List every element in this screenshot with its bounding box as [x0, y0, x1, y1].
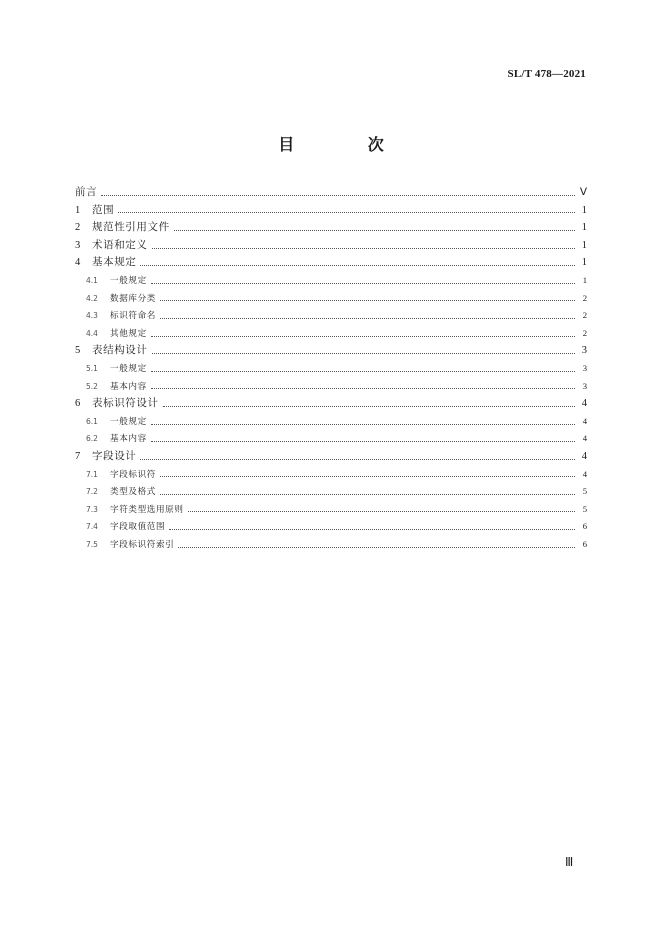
toc-entry-number: 4	[75, 257, 81, 269]
toc-entry-number: 4.1	[86, 275, 98, 285]
toc-entry-number: 6.1	[86, 416, 98, 426]
dot-leader	[160, 475, 575, 477]
toc-entry[interactable]	[75, 430, 587, 448]
toc-entry[interactable]	[75, 378, 587, 396]
toc-entry-page: 4	[582, 433, 587, 444]
toc-entry-page: 1	[581, 239, 587, 251]
dot-leader	[151, 370, 575, 372]
dot-leader	[174, 229, 575, 231]
toc-entry-number: 4.4	[86, 328, 98, 338]
dot-leader	[160, 299, 575, 301]
toc-entry-label: 基本内容	[110, 381, 147, 392]
toc-entry[interactable]	[75, 272, 587, 290]
toc-entry-label: 字段标识符索引	[110, 539, 175, 550]
toc-entry-label: 字段设计	[92, 449, 137, 462]
toc-entry[interactable]	[75, 413, 587, 431]
toc-entry-number: 2	[75, 222, 81, 234]
toc-entry-label: 前言	[75, 186, 98, 198]
toc-entry-page: 1	[581, 257, 587, 269]
toc-entry-label: 数据库分类	[110, 293, 156, 304]
toc-entry-label: 术语和定义	[92, 238, 148, 251]
dot-leader	[151, 423, 575, 425]
toc-entry-number: 5.2	[86, 381, 98, 391]
toc-entry-number: 7	[75, 450, 81, 462]
toc-entry[interactable]	[75, 342, 587, 360]
toc-entry[interactable]	[75, 290, 587, 308]
toc-entry-number: 4.2	[86, 293, 98, 303]
toc-entry-label: 一般规定	[110, 416, 147, 427]
page-title: 目 次	[278, 135, 418, 154]
dot-leader	[152, 352, 576, 354]
dot-leader	[118, 211, 575, 213]
toc-entry-label: 基本内容	[110, 434, 147, 445]
toc-entry-number: 7.5	[86, 539, 98, 549]
toc-entry[interactable]	[75, 307, 587, 325]
dot-leader	[101, 194, 575, 196]
toc-entry-page: 2	[582, 310, 587, 321]
toc-entry-label: 字段取值范围	[110, 522, 166, 533]
dot-leader	[151, 282, 575, 284]
toc-entry-label: 字段标识符	[110, 469, 156, 480]
toc-entry[interactable]	[75, 466, 587, 484]
toc-entry-label: 字符类型选用原则	[110, 504, 184, 515]
dot-leader	[178, 546, 575, 548]
toc-entry-number: 6.2	[86, 434, 98, 444]
toc-entry-label: 一般规定	[110, 363, 147, 374]
toc-entry-number: 5.1	[86, 363, 98, 373]
toc-entry-label: 范围	[92, 203, 115, 216]
toc-entry-number: 1	[75, 204, 81, 216]
dot-leader	[152, 247, 576, 249]
toc-entry-page: 4	[582, 468, 587, 479]
standard-code: SL/T 478—2021	[507, 68, 586, 80]
toc-entry-label: 规范性引用文件	[92, 221, 170, 234]
toc-entry-page: 4	[581, 450, 587, 462]
toc-entry[interactable]	[75, 501, 587, 519]
dot-leader	[151, 387, 575, 389]
toc-entry-label: 其他规定	[110, 328, 147, 339]
toc-entry-number: 7.2	[86, 487, 98, 497]
toc-entry-number: 4.3	[86, 311, 98, 321]
dot-leader	[140, 458, 575, 460]
toc-entry-page: 3	[582, 362, 587, 373]
dot-leader	[160, 493, 575, 495]
toc-entry-number: 7.4	[86, 522, 98, 532]
page-number: Ⅲ	[565, 855, 574, 869]
toc-entry-page: 3	[581, 345, 587, 357]
toc-entry-label: 一般规定	[110, 275, 147, 286]
toc-entry[interactable]	[75, 360, 587, 378]
toc-entry[interactable]	[75, 237, 587, 255]
toc-entry[interactable]	[75, 395, 587, 413]
toc-entry-number: 7.1	[86, 469, 98, 479]
toc-entry-page: 1	[582, 274, 587, 285]
toc-entry-number: 7.3	[86, 504, 98, 514]
toc-entry-page: 2	[582, 327, 587, 338]
toc-entry-page: 5	[582, 486, 587, 497]
toc-entry[interactable]	[75, 219, 587, 237]
toc-entry-page: 6	[582, 521, 587, 532]
toc-entry[interactable]	[75, 325, 587, 343]
dot-leader	[160, 317, 575, 319]
toc-entry-page: Ⅴ	[579, 187, 587, 198]
toc-entry-page: 3	[582, 380, 587, 391]
toc-entry-page: 5	[582, 503, 587, 514]
dot-leader	[140, 264, 575, 266]
toc-entry-page: 2	[582, 292, 587, 303]
toc-entry-label: 类型及格式	[110, 487, 156, 498]
toc-entry-number: 5	[75, 345, 81, 357]
table-of-contents	[75, 184, 587, 553]
toc-entry[interactable]	[75, 536, 587, 554]
toc-entry-number: 6	[75, 398, 81, 410]
toc-entry-number: 3	[75, 239, 81, 251]
toc-entry-page: 1	[581, 204, 587, 216]
toc-entry-label: 基本规定	[92, 256, 137, 269]
dot-leader	[169, 528, 575, 530]
toc-entry-page: 6	[582, 538, 587, 549]
toc-entry-page: 4	[582, 415, 587, 426]
toc-entry-page: 1	[581, 222, 587, 234]
toc-entry-label: 标识符命名	[110, 311, 156, 322]
dot-leader	[151, 440, 575, 442]
toc-entry-label: 表标识符设计	[92, 397, 159, 410]
dot-leader	[188, 510, 575, 512]
toc-entry[interactable]	[75, 254, 587, 272]
dot-leader	[163, 405, 575, 407]
toc-entry-page: 4	[581, 398, 587, 410]
toc-entry[interactable]	[75, 518, 587, 536]
toc-entry[interactable]	[75, 184, 587, 202]
toc-entry[interactable]	[75, 483, 587, 501]
toc-entry[interactable]	[75, 202, 587, 220]
dot-leader	[151, 335, 575, 337]
toc-entry[interactable]	[75, 448, 587, 466]
toc-entry-label: 表结构设计	[92, 344, 148, 357]
